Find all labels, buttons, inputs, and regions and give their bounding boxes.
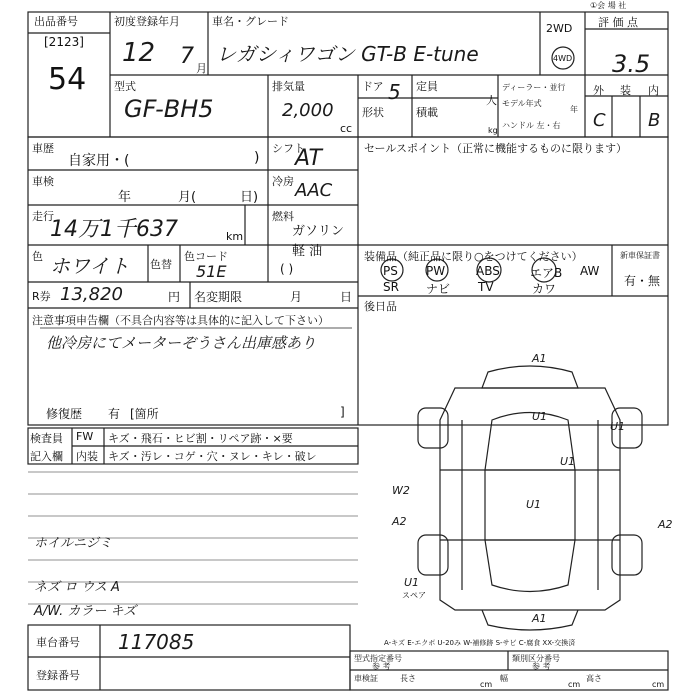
color-tone-label: 色替 — [150, 258, 172, 271]
fuel-label: 燃料 — [272, 210, 294, 223]
height-label: 高さ — [586, 674, 602, 683]
recycle-label: R券 — [32, 290, 51, 303]
equipment-label: 装備品（純正品に限り○をつけてください） — [364, 250, 583, 263]
lot-label: 出品番号 — [34, 15, 78, 28]
doors-label: ドア — [362, 80, 384, 93]
equip-aw: AW — [580, 264, 600, 278]
load-label: 積載 — [416, 106, 438, 119]
top-right-text: ①会 場 社 — [590, 1, 627, 10]
cc-unit: cc — [340, 122, 353, 135]
width-label: 幅 — [500, 674, 508, 683]
class-ref: 参 考 — [532, 662, 551, 671]
due-day: 日 — [340, 290, 353, 304]
diagram-mark-right: U1 — [610, 420, 626, 433]
equip-tv: TV — [478, 280, 494, 294]
fw-label: FW — [76, 430, 94, 443]
capacity-unit: 人 — [486, 94, 497, 107]
fuel-diesel: 軽 油 — [292, 244, 323, 259]
afterfit-label: 後日品 — [364, 300, 397, 313]
car-name: レガシィワゴン GT-B E-tune — [216, 42, 479, 66]
lot-number: 54 — [48, 62, 87, 97]
class-label: 類別区分番号 — [512, 654, 560, 663]
shift-label: シフト — [272, 142, 305, 155]
height-unit: cm — [652, 680, 665, 689]
first-reg-label: 初度登録年月 — [114, 15, 180, 28]
equip-leather: カワ — [532, 282, 557, 296]
rating-value: 3.5 — [612, 50, 651, 78]
int-score: B — [648, 110, 661, 131]
warranty-value: 有・無 — [624, 274, 661, 288]
year-unit: 年 — [570, 105, 578, 114]
int-label: 装 — [620, 84, 631, 97]
length-label: 長さ — [400, 674, 416, 683]
history-value: 自家用・( — [68, 153, 130, 169]
ac-value: AAC — [295, 180, 333, 201]
dims-label: 車検証 — [354, 674, 378, 683]
equip-ps: PS — [383, 264, 398, 278]
ac-label: 冷房 — [272, 175, 294, 188]
due-label: 名変期限 — [194, 290, 243, 304]
displacement-value: 2,000 — [282, 100, 334, 121]
interior-label: 内装 — [76, 450, 98, 463]
model-label: 型式 — [114, 80, 136, 93]
damage-legend: A-キズ E-エクボ U-20み W-補修跡 S-サビ C-腐食 XX-交換済 — [384, 639, 576, 647]
fuel-other: ( ) — [280, 262, 294, 276]
kg-unit: kg — [488, 126, 498, 135]
handle-label: ハンドル 左・右 — [502, 121, 561, 130]
mileage-unit: km — [226, 230, 244, 243]
equip-navi: ナビ — [426, 282, 451, 296]
displacement-label: 排気量 — [272, 80, 305, 93]
type-spec-ref: 参 考 — [372, 662, 391, 671]
color-code-value: 51E — [196, 262, 227, 281]
first-reg-month: 7 — [180, 44, 194, 69]
inspection-year: 年 — [118, 190, 132, 205]
doors-value: 5 — [388, 80, 401, 104]
equip-airbag: エアB — [530, 266, 563, 280]
repair-label: 修復歴 — [46, 407, 83, 421]
ext-label: 外 — [593, 84, 604, 97]
sales-point-label: セールスポイント（正常に機能するものに限ります） — [364, 142, 628, 155]
drive-2wd: 2WD — [546, 22, 573, 35]
remark-line-1: ホイルニジミ — [34, 536, 113, 551]
plate-label: 車台番号 — [36, 636, 80, 649]
warranty-label: 新車保証書 — [620, 251, 660, 260]
recycle-value: 13,820 — [60, 284, 123, 305]
drive-4wd: 4WD — [553, 54, 573, 63]
inspection-day: 日) — [240, 190, 259, 205]
inspection-month: 月( — [178, 190, 197, 205]
mileage-label: 走行 — [32, 210, 54, 223]
repair-place: [箇所 — [130, 407, 159, 421]
type-spec-label: 型式指定番号 — [354, 654, 402, 663]
reg-label: 登録番号 — [36, 669, 80, 682]
notes-label: 注意事項申告欄（不具合内容等は具体的に記入して下さい） — [32, 314, 329, 327]
model-value: GF-BH5 — [124, 95, 214, 123]
model-year-label: モデル年式 — [502, 99, 542, 108]
fw-items: キズ・飛石・ヒビ割・リペア跡・×要 — [108, 432, 293, 445]
remark-line-3: A/W. カラー キズ — [34, 604, 137, 619]
due-month: 月 — [290, 290, 303, 304]
diagram-mark-center: U1 — [526, 498, 542, 511]
repair-value: 有 — [108, 407, 121, 421]
ext-score: C — [593, 110, 606, 131]
width-unit: cm — [568, 680, 581, 689]
month-unit: 月 — [196, 62, 207, 75]
equip-abs: ABS — [476, 264, 500, 278]
history-label: 車歴 — [32, 142, 54, 155]
recycle-unit: 円 — [168, 290, 181, 304]
capacity-label: 定員 — [416, 80, 438, 93]
repair-close: ] — [340, 405, 345, 419]
fuel-gasoline: ガソリン — [292, 224, 345, 239]
int2-label: 内 — [648, 84, 659, 97]
shape-label: 形状 — [362, 106, 384, 119]
diagram-mark-front: A1 — [532, 352, 547, 365]
inspection-label: 車検 — [32, 175, 54, 188]
first-reg-year: 12 — [122, 38, 156, 68]
name-label: 車名・グレード — [212, 15, 289, 28]
remark-line-2: ネズ ロ ウス A — [34, 580, 120, 595]
spare-label: スペア — [402, 591, 426, 600]
diagram-mark-left-w2: W2 — [392, 484, 410, 497]
inspector-label-2: 記入欄 — [30, 450, 63, 463]
history-close: ) — [254, 150, 260, 166]
rating-label: 評 価 点 — [598, 16, 638, 29]
length-unit: cm — [480, 680, 493, 689]
diagram-mark-rear-left: U1 — [404, 576, 420, 589]
shift-value: AT — [295, 146, 322, 171]
diagram-mark-rear: A1 — [532, 612, 547, 625]
lot-code: [2123] — [44, 35, 84, 49]
inspector-label-1: 検査員 — [30, 432, 63, 445]
color-value: ホワイト — [50, 254, 130, 278]
interior-items: キズ・汚レ・コゲ・穴・ヌレ・キレ・破レ — [108, 450, 317, 463]
plate-value: 117085 — [118, 630, 195, 654]
diagram-mark-hood: U1 — [532, 410, 548, 423]
notes-handwritten: 他冷房にてメーターぞうさん出庫感あり — [46, 334, 317, 352]
mileage-value: 14万1千637 — [50, 217, 178, 242]
equip-pw: PW — [426, 264, 446, 278]
color-label: 色 — [32, 250, 43, 263]
diagram-mark-right-a2: A2 — [658, 518, 673, 531]
dealer-label: ディーラー・並行 — [502, 83, 566, 92]
equip-sr: SR — [383, 280, 399, 294]
diagram-mark-roof: U1 — [560, 455, 576, 468]
diagram-mark-left-a2: A2 — [392, 515, 407, 528]
color-code-label: 色コード — [184, 250, 228, 263]
